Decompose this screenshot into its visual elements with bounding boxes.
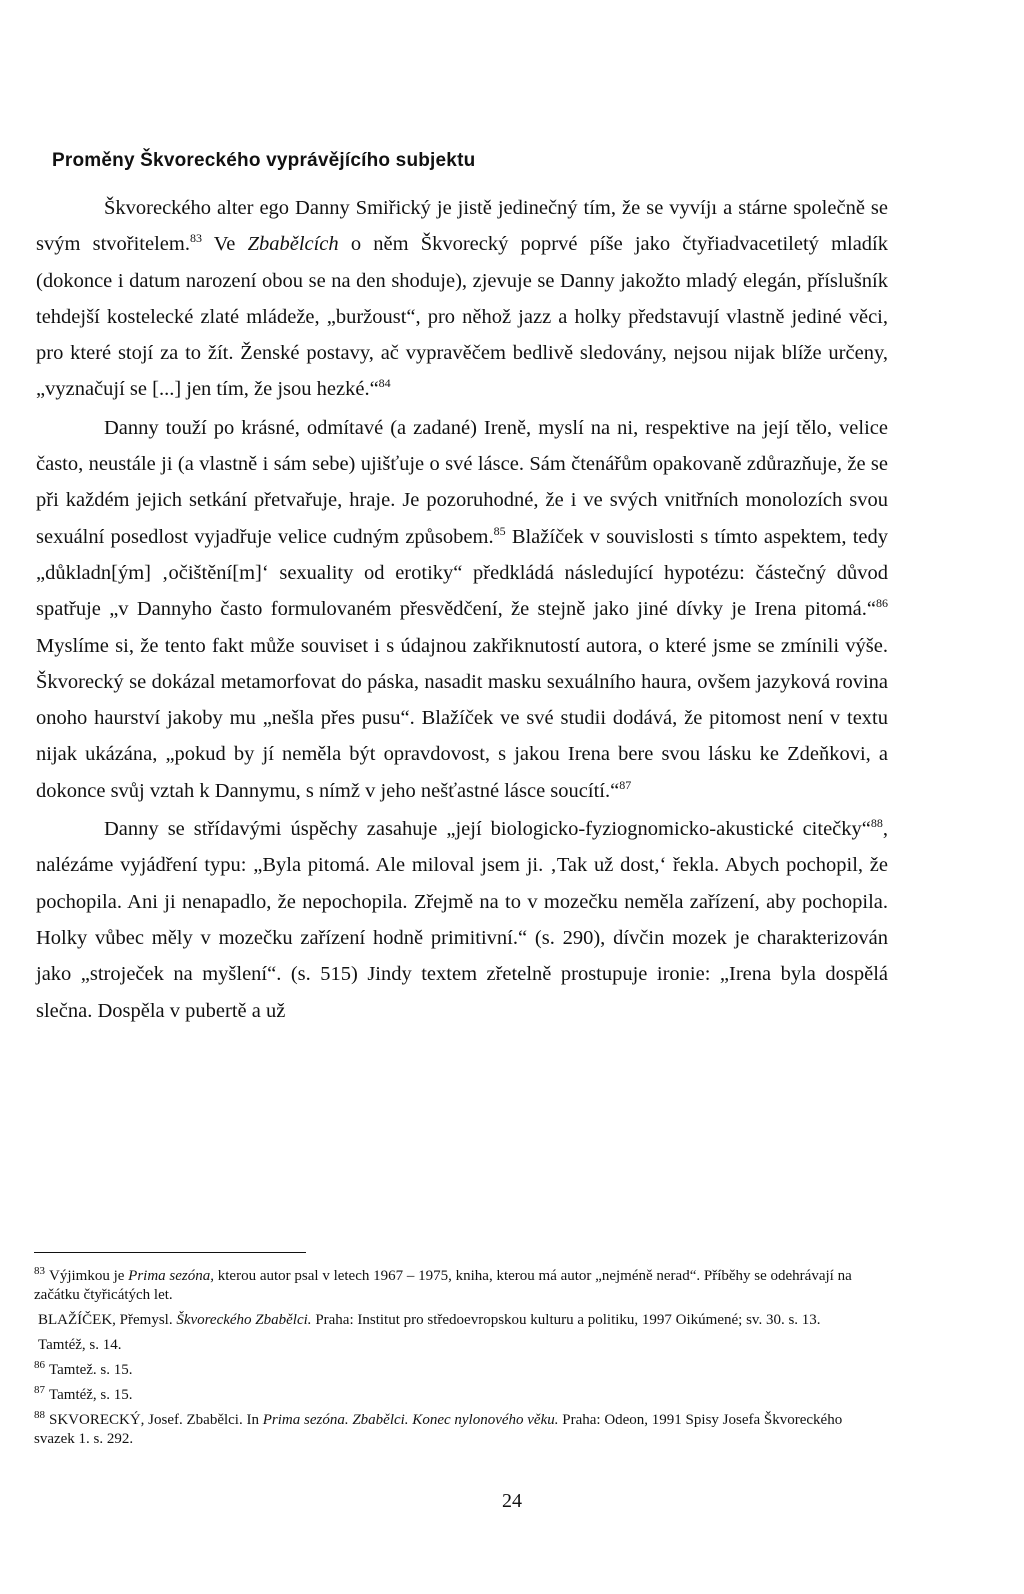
body-text	[36, 190, 888, 1029]
footnote-ref: 87	[619, 777, 632, 792]
footnote-italic: Prima sezóna. Zbabělci. Konec nylonového věku.	[262, 1412, 559, 1428]
footnote	[34, 1262, 864, 1305]
paragraph-text: Škvoreckého alter ego Danny Smiřický je jistě jedinečný tím, že se vyvíjı a stárne společně se svým stvořitelem.	[36, 197, 888, 256]
paragraph-text: Danny se střídavými úspěchy zasahuje „její biologicko-fyziognomicko-akustické citečky“	[104, 818, 871, 841]
footnote-italic: Škvoreckého Zbabělci.	[176, 1312, 312, 1328]
paragraph-text: Blažíček v souvislosti s tímto aspektem, tedy „důkladn[ým] ‚očištění[m]‘ sexuality od erotiky“ předkládá následující hypotézu: částečný důvod spatřuje „v Dannyho často formulovaném přesvědčení, že stejně jako jiné dívky je Irena pitomá.“	[36, 525, 888, 621]
footnote-number: 88	[34, 1409, 45, 1421]
paragraph-text: Danny touží po krásné, odmítavé (a zadané) Ireně, myslí na ni, respektive na její tělo, velice často, neustále ji (a vlastně i sám sebe) ujišťuje o své lásce. Sám čtenářům opakovaně zdůrazňuje, že se při každém jejich setkání přetvařuje, hraje. Je pozoruhodné, že i ve svých vnitřních monolozích svou sexuální posedlost vyjadřuje velice cudným způsobem.	[36, 416, 888, 548]
footnote-text: kterou autor psal v letech 1967 – 1975, kniha, kterou má autor „nejméně nerad“. Příběhy se odehrávají na začátku čtyřicátých let.	[34, 1268, 852, 1303]
footnote-text: Tamtež. s. 15.	[49, 1362, 133, 1378]
paragraph-text: , nalézáme vyjádření typu: „Byla pitomá. Ale miloval jsem ji. ‚Tak už dost,‘ řekla. Abych pochopil, že pochopila. Ani ji nenapadlo, že nepochopila. Zřejmě na to v mozečku neměla zařízení, aby pochopila. Holky vůbec měly v mozečku zařízení hodně primitivní.“ (s. 290), dívčin mozek je charakterizován jako „stroječek na myšlení“. (s. 515) Jindy textem zřetelně prostupuje ironie: „Irena byla dospělá slečna. Dospěla v pubertě a už	[36, 818, 888, 1022]
footnote-ref: 83	[189, 231, 202, 246]
section-heading: Proměny Škvoreckého vyprávějícího subjektu	[52, 150, 476, 171]
footnote	[34, 1381, 864, 1405]
footnote-italic: Prima sezóna,	[128, 1268, 215, 1284]
page-number: 24	[502, 1490, 522, 1512]
footnote	[34, 1406, 864, 1449]
footnote-ref: 85	[493, 523, 506, 538]
footnote	[34, 1306, 864, 1330]
footnote-text: Výjimkou je	[49, 1268, 129, 1284]
footnote-ref: 88	[870, 816, 883, 831]
footnote-ref: 86	[876, 596, 888, 611]
paragraph-text: Ve	[201, 233, 248, 256]
footnotes	[34, 1262, 864, 1450]
footnote-number: 86	[34, 1359, 45, 1371]
paragraph-3	[36, 811, 888, 1029]
footnote-text: BLAŽÍČEK, Přemysl.	[38, 1312, 177, 1328]
footnote-number: 83	[34, 1265, 45, 1277]
footnote-text: Praha: Odeon, 1991 Spisy Josefa Škvoreckého svazek 1. s. 292.	[34, 1412, 843, 1447]
footnote-text: Tamtéž, s. 14.	[38, 1337, 122, 1353]
footnote-number: 87	[34, 1384, 45, 1396]
footnote-divider	[34, 1252, 306, 1253]
footnote-text: Tamtéž, s. 15.	[49, 1387, 133, 1403]
book-title: Zbabělcích	[247, 233, 339, 256]
footnote	[34, 1356, 864, 1380]
paragraph-2	[36, 410, 888, 809]
paragraph-1	[36, 190, 888, 408]
paragraph-text: o něm Škvorecký poprvé píše jako čtyřiadvacetiletý mladík (dokonce i datum narození obou se na den shoduje), zjevuje se Danny jakožto mladý elegán, příslušník tehdejší kostelecké zlaté mládeže, „buržoust“, pro něhož jazz a holky představují vlastně jediné věci, pro které stojí za to žít. Ženské postavy, ač vypravěčem bedlivě sledovány, nejsou nijak blíže určeny, „vyznačují se [...] jen tím, že jsou hezké.“	[36, 233, 888, 401]
footnote-text: SKVORECKÝ, Josef. Zbabělci. In	[49, 1412, 263, 1428]
footnote-ref: 84	[378, 376, 391, 391]
footnote	[34, 1331, 864, 1355]
paragraph-text: Myslíme si, že tento fakt může souviset i s údajnou zakřiknutostí autora, o které jsme se zmínili výše. Škvorecký se dokázal metamorfovat do páska, nasadit masku sexuálního haura, ovšem jazyková rovina onoho haurství jakoby mu „nešla přes pusu“. Blažíček ve své studii dodává, že pitomost není v textu nijak ukázána, „pokud by jí neměla být opravdovost, s jakou Irena bere svou lásku ke Zdeňkovi, a dokonce svůj vztah k Dannymu, s nímž v jeho nešťastné lásce soucítí.“	[36, 634, 888, 802]
footnote-text: Praha: Institut pro středoevropskou kulturu a politiku, 1997 Oikúmené; sv. 30. s. 13.	[311, 1312, 821, 1328]
